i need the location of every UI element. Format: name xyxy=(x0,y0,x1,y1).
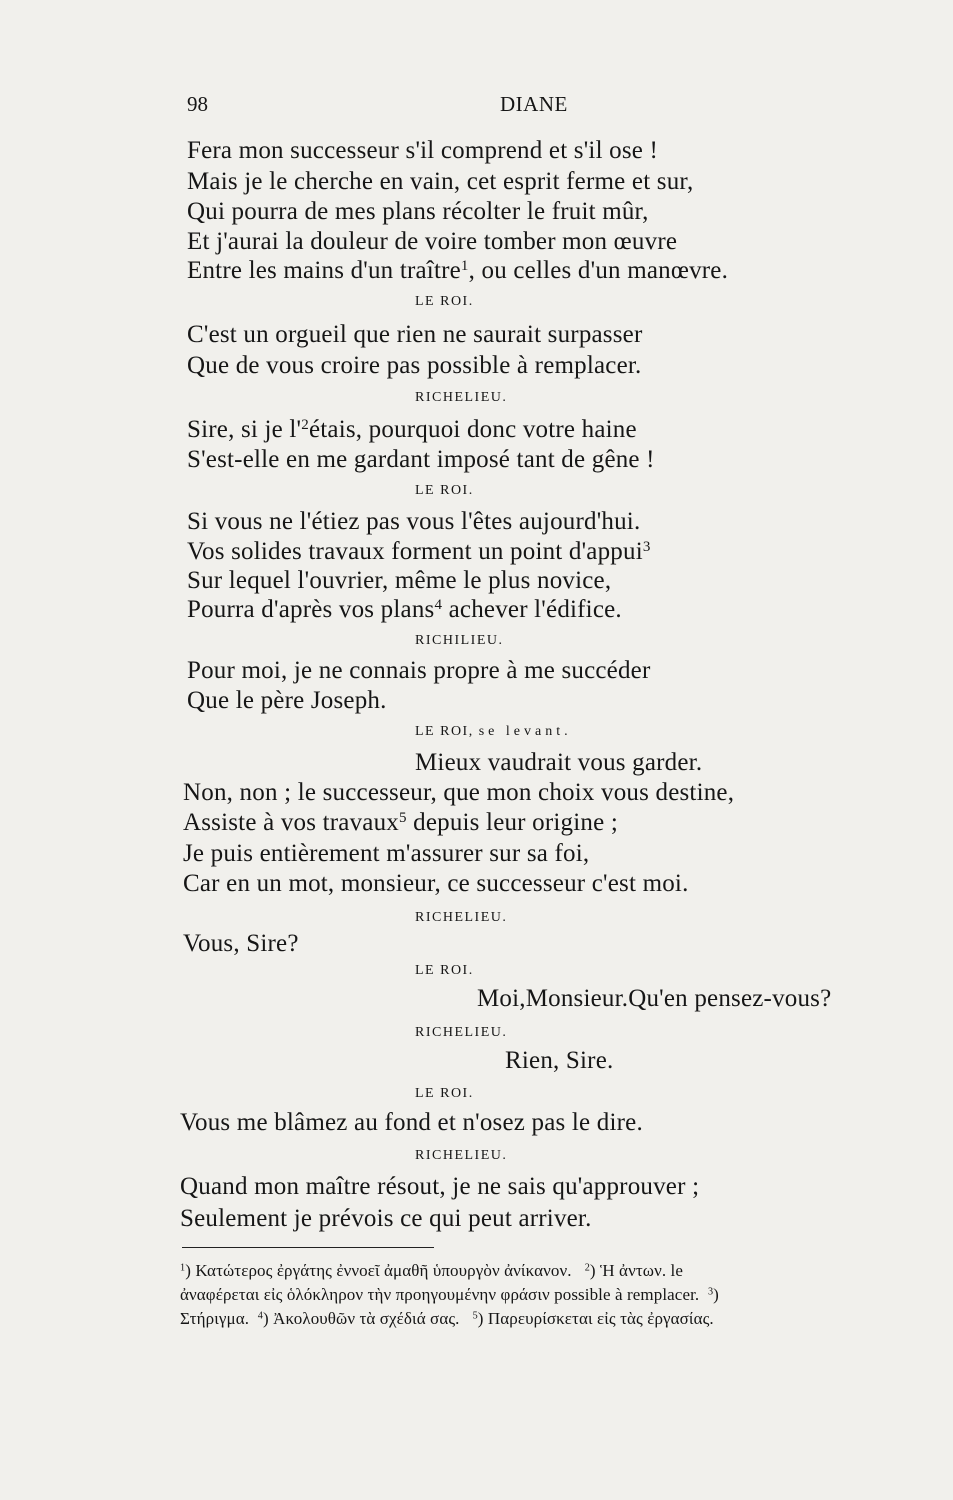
verse-line: Que de vous croire pas possible à remplacer. xyxy=(187,352,642,379)
footnote-2-continued: ἀναφέρεται εἰς ὁλόκληρον τὴν προηγουμένην φράσιν possible à remplacer. xyxy=(180,1285,700,1304)
verse-line: Mieux vaudrait vous garder. xyxy=(415,749,703,776)
verse-line: Moi,Monsieur.Qu'en pensez-vous? xyxy=(477,985,832,1012)
verse-line: Non, non ; le successeur, que mon choix vous destine, xyxy=(183,779,735,806)
stage-direction: se levant. xyxy=(478,724,572,739)
footnote-line: Στήριγμα. $^4$) Ἀκολουθῶν τὰ σχέδιά σας. $^5$) Παρευρίσκεται εἰς τὰς ἐργασίας. xyxy=(180,1309,714,1328)
verse-line: Quand mon maître résout, je ne sais qu'approuver ; xyxy=(180,1173,700,1200)
verse-line: Pourra d'après vos plans$^4$ achever l'édifice. xyxy=(187,596,622,623)
footnote-5: ) Παρευρίσκεται εἰς τὰς ἐργασίας. xyxy=(477,1309,714,1328)
verse-line: Sur lequel l'ouvrier, même le plus novice, xyxy=(187,567,612,594)
verse-line: Vous, Sire? xyxy=(183,930,299,957)
verse-line: Si vous ne l'étiez pas vous l'êtes aujourd'hui. xyxy=(187,508,641,535)
footnote-line: ἀναφέρεται εἰς ὁλόκληρον τὴν προηγουμένην φράσιν possible à remplacer. $^3$) xyxy=(180,1285,719,1304)
speaker-label: RICHELIEU. xyxy=(415,910,508,925)
speaker-label: RICHELIEU. xyxy=(415,1148,508,1163)
verse-line: S'est-elle en me gardant imposé tant de gêne ! xyxy=(187,446,655,473)
footnote-3: Στήριγμα. xyxy=(180,1309,250,1328)
footnote-2: ) Ἡ ἀντων. le xyxy=(589,1261,684,1280)
verse-line: Entre les mains d'un traître$^1$, ou celles d'un manœvre. xyxy=(187,257,729,284)
running-title: DIANE xyxy=(500,92,568,116)
speaker-label: LE ROI. xyxy=(415,963,474,978)
speaker-label: LE ROI. xyxy=(415,294,474,309)
footnote-ref: 1 xyxy=(460,257,469,274)
speaker-label: RICHELIEU. xyxy=(415,390,508,405)
verse-line: Car en un mot, monsieur, ce successeur c'est moi. xyxy=(183,870,689,897)
verse-line: Assiste à vos travaux$^5$ depuis leur origine ; xyxy=(183,809,618,836)
verse-line: C'est un orgueil que rien ne saurait surpasser xyxy=(187,321,643,348)
verse-line: Je puis entièrement m'assurer sur sa foi, xyxy=(183,840,590,867)
footnote-ref: 3 xyxy=(642,538,651,555)
speaker-label: RICHILIEU. xyxy=(415,633,504,648)
footnote-ref: 5 xyxy=(398,809,407,826)
footnote-ref: 4 xyxy=(434,596,443,613)
verse-line: Vos solides travaux forment un point d'appui$^3$ xyxy=(187,538,651,565)
footnote-line: $^1$) Κατώτερος ἐργάτης ἐννοεῖ ἀμαθῆ ὑπουργὸν ἀνίκανον. $^2$) Ἡ ἀντων. le xyxy=(180,1261,684,1280)
verse-line: Rien, Sire. xyxy=(505,1047,614,1074)
verse-line: Et j'aurai la douleur de voire tomber mon œuvre xyxy=(187,228,678,255)
footnote-ref: 2 xyxy=(301,416,309,433)
footnote-divider xyxy=(182,1247,434,1248)
footnote-1: ) Κατώτερος ἐργάτης ἐννοεῖ ἀμαθῆ ὑπουργὸν ἀνίκανον. xyxy=(185,1261,572,1280)
verse-line: Fera mon successeur s'il comprend et s'il ose ! xyxy=(187,137,659,164)
verse-line: Qui pourra de mes plans récolter le fruit mûr, xyxy=(187,198,649,225)
page-number: 98 xyxy=(187,92,208,116)
speaker-label: RICHELIEU. xyxy=(415,1025,508,1040)
footnote-4: ) Ἀκολουθῶν τὰ σχέδιά σας. xyxy=(262,1309,460,1328)
verse-line: Vous me blâmez au fond et n'osez pas le dire. xyxy=(180,1109,643,1136)
verse-line: Mais je le cherche en vain, cet esprit ferme et sur, xyxy=(187,168,694,195)
speaker-label: LE ROI. xyxy=(415,1086,474,1101)
verse-line: Sire, si je $l'^2étais$, pourquoi donc votre haine xyxy=(187,416,637,443)
verse-line: Seulement je prévois ce qui peut arriver. xyxy=(180,1205,592,1232)
verse-line: Que le père Joseph. xyxy=(187,687,387,714)
speaker-label: LE ROI. xyxy=(415,483,474,498)
speaker-label: LE ROI, se levant. xyxy=(415,724,572,739)
verse-line: Pour moi, je ne connais propre à me succéder xyxy=(187,657,651,684)
